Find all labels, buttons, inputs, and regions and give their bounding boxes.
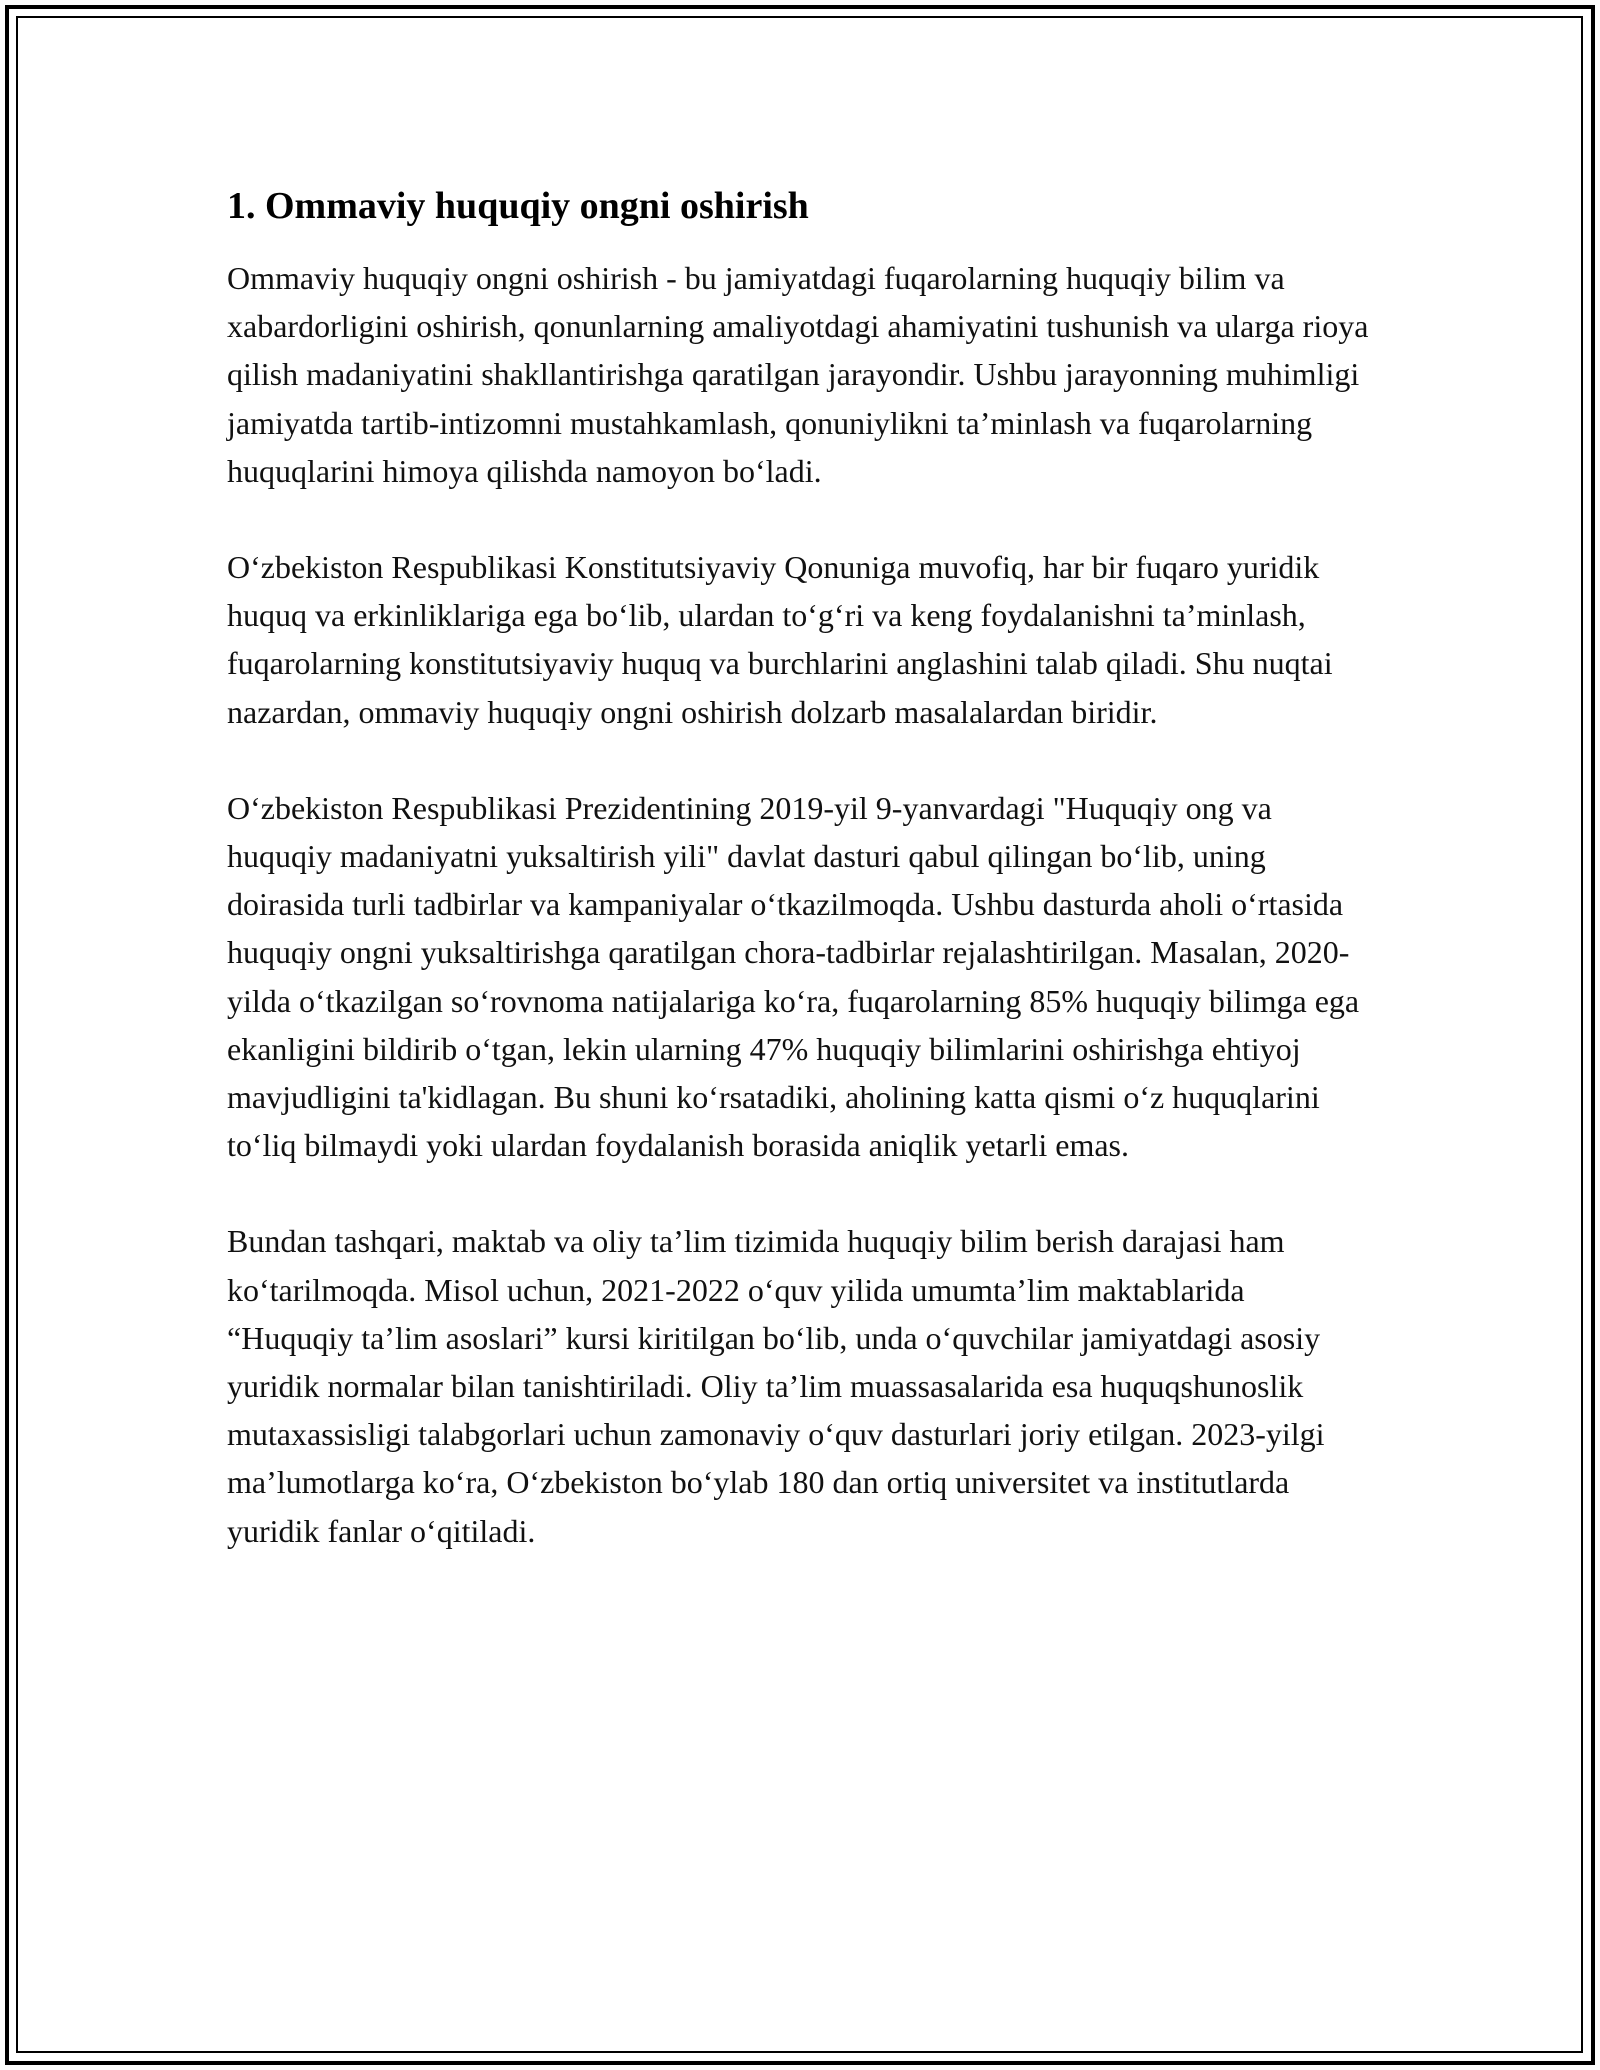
paragraph-4: Bundan tashqari, maktab va oliy ta’lim tizimida huquqiy bilim berish darajasi ham ko‘tarilmoqda. Misol uchun, 2021-2022 o‘quv yilida umumta’lim maktablarida “Huquqiy ta’lim asoslari” kursi kiritilgan bo‘lib, unda o‘quvchilar jamiyatdagi asosiy yuridik normalar bilan tanishtiriladi. Oliy ta’lim muassasalarida esa huquqshunoslik mutaxassisligi talabgorlari uchun zamonaviy o‘quv dasturlari joriy etilgan. 2023-yilgi ma’lumotlarga ko‘ra, O‘zbekiston bo‘ylab 180 dan ortiq universitet va institutlarda yuridik fanlar o‘qitiladi. <box>227 1223 1325 1549</box>
document-body <box>227 180 1372 1603</box>
paragraph-3: O‘zbekiston Respublikasi Prezidentining 2019-yil 9-yanvardagi "Huquqiy ong va huquqiy madaniyatni yuksaltirish yili" davlat dasturi qabul qilingan bo‘lib, uning doirasida turli tadbirlar va kampaniyalar o‘tkazilmoqda. Ushbu dasturda aholi o‘rtasida huquqiy ongni yuksaltirishga qaratilgan chora-tadbirlar rejalashtirilgan. Masalan, 2020-yilda o‘tkazilgan so‘rovnoma natijalariga ko‘ra, fuqarolarning 85% huquqiy bilimga ega ekanligini bildirib o‘tgan, lekin ularning 47% huquqiy bilimlarini oshirishga ehtiyoj mavjudligini ta'kidlagan. Bu shuni ko‘rsatadiki, aholining katta qismi o‘z huquqlarini to‘liq bilmaydi yoki ulardan foydalanish borasida aniqlik yetarli emas. <box>227 789 1360 1164</box>
paragraph-1: Ommaviy huquqiy ongni oshirish - bu jamiyatdagi fuqarolarning huquqiy bilim va xabardorligini oshirish, qonunlarning amaliyotdagi ahamiyatini tushunish va ularga rioya qilish madaniyatini shakllantirishga qaratilgan jarayondir. Ushbu jarayonning muhimligi jamiyatda tartib-intizomni mustahkamlash, qonuniylikni ta’minlash va fuqarolarning huquqlarini himoya qilishda namoyon bo‘ladi. <box>227 260 1369 489</box>
paragraph-2: O‘zbekiston Respublikasi Konstitutsiyaviy Qonuniga muvofiq, har bir fuqaro yuridik huquq va erkinliklariga ega bo‘lib, ulardan to‘g‘ri va keng foydalanishni ta’minlash, fuqarolarning konstitutsiyaviy huquq va burchlarini anglashini talab qiladi. Shu nuqtai nazardan, ommaviy huquqiy ongni oshirish dolzarb masalalardan biridir. <box>227 549 1333 730</box>
section-title: 1. Ommaviy huquqiy ongni oshirish <box>227 185 809 227</box>
